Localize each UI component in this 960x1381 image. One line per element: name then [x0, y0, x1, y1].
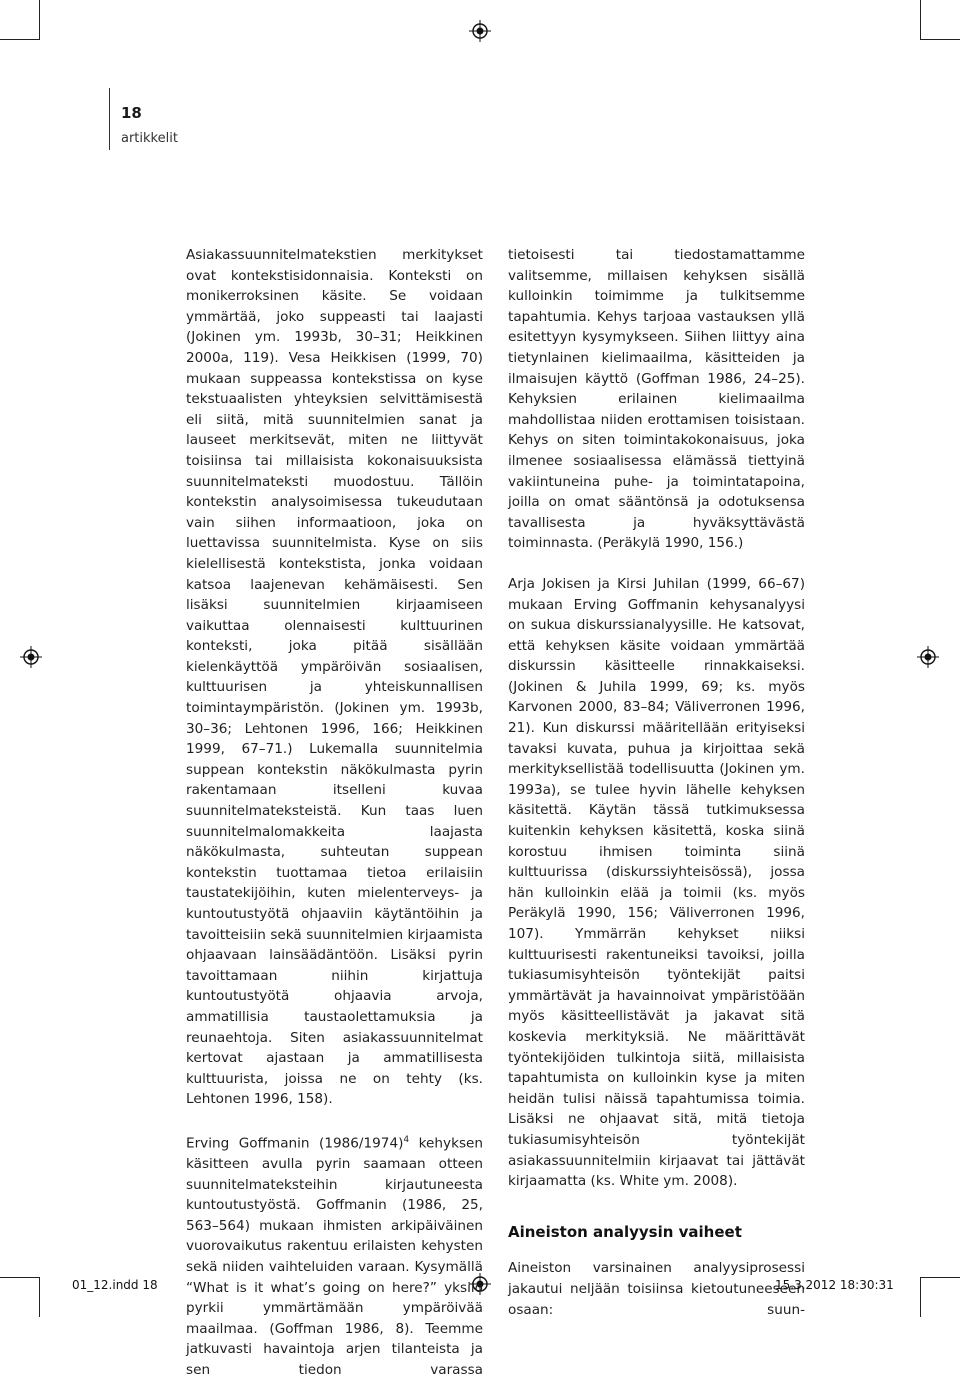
footer-file-slug: 01_12.indd 18 [72, 1278, 158, 1292]
crop-mark [39, 1277, 40, 1317]
page-number: 18 [121, 104, 142, 122]
registration-mark-icon [917, 646, 939, 668]
crop-mark [920, 39, 960, 40]
crop-mark [0, 39, 40, 40]
body-paragraph: Asiakassuunnitelmatekstien merkitykset ovat kontekstisidonnaisia. Konteksti on monikerroksinen käsite. Se voidaan ymmärtää, joko suppeasti tai laajasti (Jokinen ym. 1993b, 30–31; Heikkinen 2000a, 119). Vesa Heikkisen (1999, 70) mukaan suppeassa kontekstissa on kyse tekstuaalisten yhteyksien selvittämisestä eli siitä, mitä suunnitelmien sanat ja lauseet merkitsevät, miten ne liittyvät toisiinsa tai millaisista kokonaisuuksista suunnitelmateksti muodostuu. Tällöin kontekstin analysoimisessa tukeudutaan vain siihen informaatioon, joka on luettavissa suunnitelmista. Kyse on siis kielellisestä kontekstista, jonka voidaan katsoa laajenevan kehämäisesti. Sen lisäksi suunnitelmien kirjaamiseen vaikuttaa olennaisesti kulttuurinen konteksti, joka pitää sisällään kielenkäyttöä ympäröivän sosiaalisen, kulttuurisen ja yhteiskunnallisen toimintaympäristön. (Jokinen ym. 1993b, 30–36; Lehtonen 1996, 166; Heikkinen 1999, 67–71.) Lukemalla suunnitelmia suppean kontekstin näkökulmasta pyrin rakentamaan itselleni kuvaa suunnitelmateksteistä. Kun taas luen suunnitelmalomakkeita laajasta näkökulmasta, suhteutan suppean kontekstin tuottamaa tietoa erilaisiin taustatekijöihin, kuten mielenterveys- ja kuntoutustyötä ohjaaviin käytäntöihin ja tavoitteisiin sekä suunnitelmien kirjaamista ohjaavaan lainsäädäntöön. Lisäksi pyrin tavoittamaan niihin kirjattuja kuntoutustyötä ohjaavia arvoja, ammatillisia taustaolettamuksia ja reunaehtoja. Siten asiakassuunnitelmat kertovat ajastaan ja ammatillisesta kulttuurista, joissa ne on tehty (ks. Lehtonen 1996, 158). [186, 247, 483, 1108]
footnote-marker: 4 [403, 1134, 410, 1145]
right-column [508, 245, 805, 1320]
crop-mark [920, 1277, 921, 1317]
body-paragraph [186, 1130, 483, 1381]
paragraph-text: Erving Goffmanin (1986/1974) [186, 1135, 404, 1152]
registration-mark-icon [469, 20, 491, 42]
body-paragraph: tietoisesti tai tiedostamattamme valitsemme, millaisen kehyksen sisällä kulloinkin toimimme ja tulkitsemme tapahtumia. Kehys tarjoaa vastauksen yllä esitettyyn kysymykseen. Siihen liittyy aina tietynlainen kielimaailma, käsitteiden ja ilmaisujen käyttö (Goffman 1986, 24–25). Kehyksien erilainen kielimaailma mahdollistaa niiden erottamisen toisistaan. Kehys on siten toimintakokonaisuus, joka ilmenee sosiaalisessa elämässä tiettyinä vakiintuneina puhe- ja toimintatapoina, joilla on omat sääntönsä ja odotuksensa tavallisesta ja hyväksyttävästä toiminnasta. (Peräkylä 1990, 156.) [508, 247, 805, 552]
body-paragraph: Arja Jokisen ja Kirsi Juhilan (1999, 66–67) mukaan Erving Goffmanin kehysanalyysi on sukua diskurssianalyysille. He katsovat, että kehyksen käsite voidaan ymmärtää diskurssin käsitteelle rinnakkaiseksi. (Jokinen & Juhila 1999, 69; ks. myös Karvonen 2000, 83–84; Väliverronen 1996, 21). Kun diskurssi määritellään erityiseksi tavaksi kuvata, puhua ja kirjoittaa sekä merkityksellistää todellisuutta (Jokinen ym. 1993a), se tulee hyvin lähelle kehyksen käsitettä. Käytän tässä tutkimuksessa kuitenkin kehyksen käsitettä, koska siinä korostuu ihmisen toiminta siinä kulttuurissa (diskurssiyhteisössä), jossa hän kulloinkin elää ja toimii (ks. myös Peräkylä 1990, 156; Väliverronen 1996, 107). Ymmärrän kehykset niiksi kulttuurisesti rakentuneiksi tavoiksi, joilla tukiasumisyhteisön työntekijät paitsi ymmärtävät ja havainnoivat ympäristöään myös käsitteellistävät ja jakavat sitä koskevia merkityksiä. Ne määrittävät työntekijöiden tulkintoja siitä, millaisista tapahtumista on kulloinkin kyse ja miten heidän tulisi näissä tapahtumissa toimia. Lisäksi ne ohjaavat sitä, mitä tietoja tukiasumisyhteisön työntekijät asiakassuunnitelmiin kirjaavat tai jättävät kirjaamatta (ks. White ym. 2008). [508, 575, 805, 1190]
header-rule [109, 88, 110, 150]
registration-mark-icon [20, 646, 42, 668]
crop-mark [0, 1277, 40, 1278]
paragraph-text: kehyksen käsitteen avulla pyrin saamaan otteen suunnitelmateksteihin kirjautuneesta kuntoutustyöstä. Goffmanin (1986, 25, 563–564) mukaan ihmisten arkipäiväinen vuorovaikutus rakentuu erilaisten kehysten sekä niiden vaihteluiden varaan. Kysymällä “What is it what’s going on here?” yksilö pyrkii ymmärtämään ympäröivää maailmaa. (Goffman 1986, 8). Teemme jatkuvasti havaintoja arjen tilanteista ja sen tiedon varassa [186, 1135, 483, 1378]
crop-mark [920, 0, 921, 40]
footer-date-slug: 15.3.2012 18:30:31 [775, 1278, 894, 1292]
body-paragraph: Aineiston varsinainen analyysiprosessi jakautui neljään toisiinsa kietoutuneeseen osaan: suun- [508, 1260, 805, 1318]
section-heading: Aineiston analyysin vaiheet [508, 1222, 742, 1241]
crop-mark [920, 1277, 960, 1278]
crop-mark [39, 0, 40, 40]
left-column [186, 245, 483, 1381]
section-label: artikkelit [121, 131, 178, 146]
